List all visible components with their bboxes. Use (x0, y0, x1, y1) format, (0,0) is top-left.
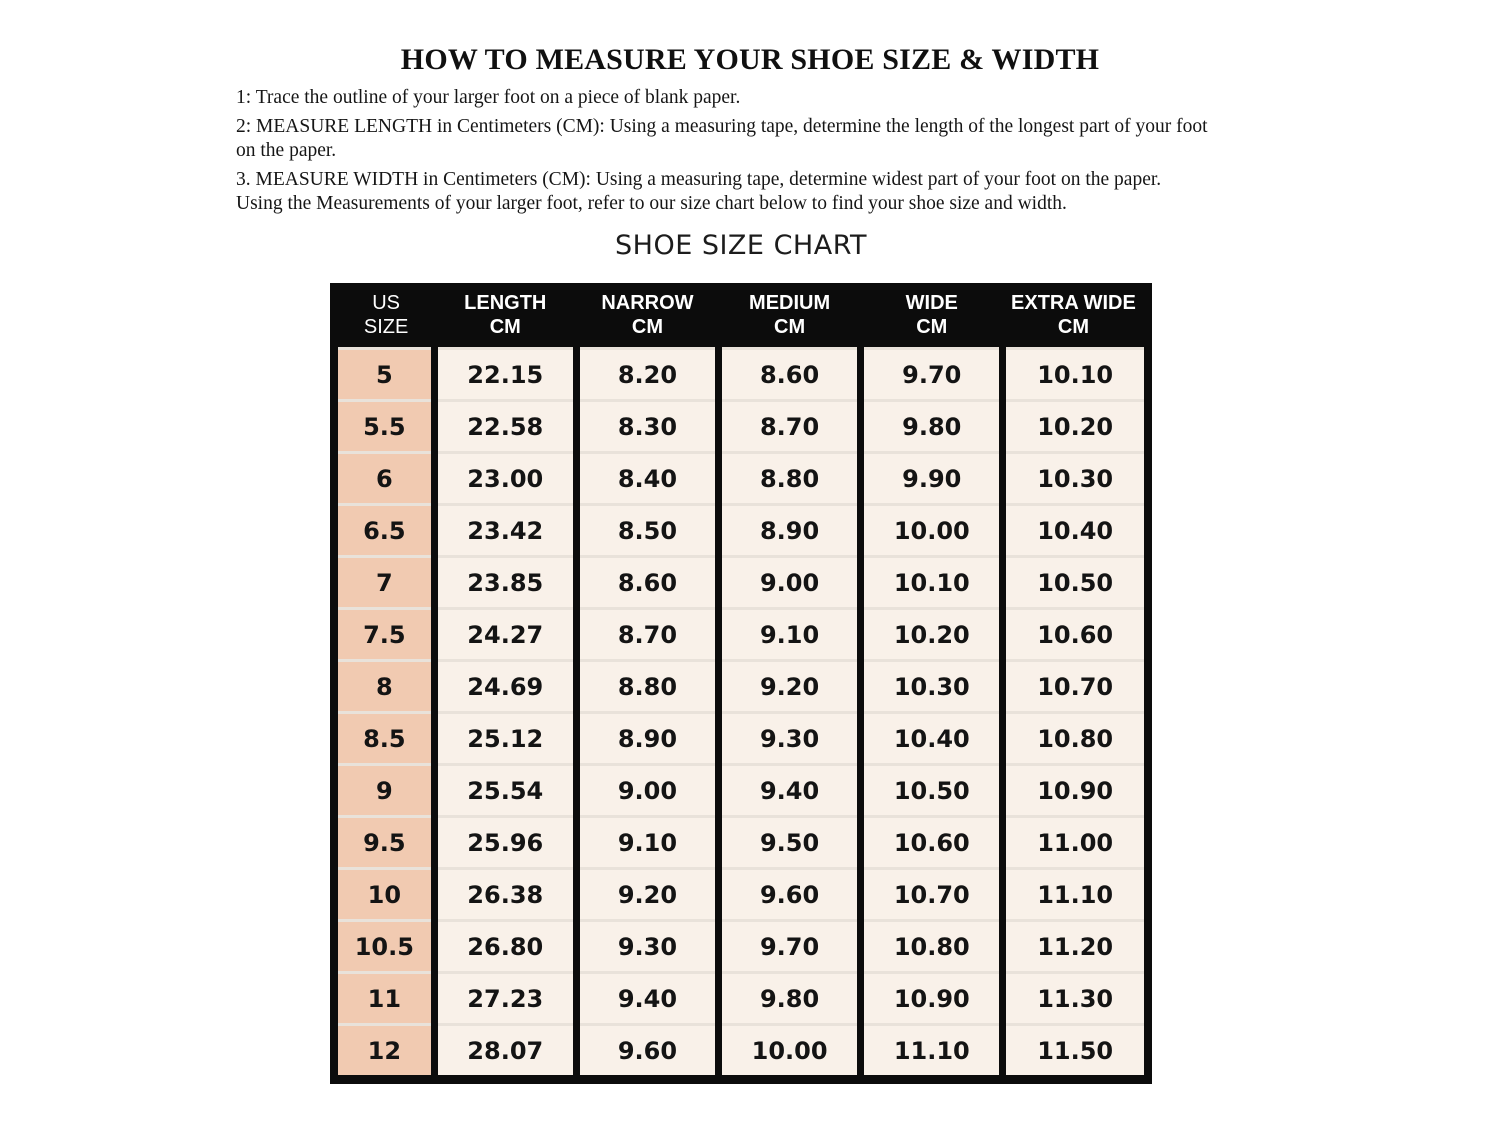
cm-value-cell: 11.30 (1003, 973, 1144, 1025)
cm-value-cell: 8.60 (576, 557, 718, 609)
us-size-cell: 9 (338, 765, 434, 817)
table-row (338, 765, 1144, 817)
col-header-top: LENGTH (464, 292, 547, 314)
cm-value-cell: 10.00 (861, 505, 1003, 557)
col-header-top: EXTRA WIDE (1011, 292, 1136, 314)
cm-value-cell: 9.50 (719, 817, 861, 869)
table-row (338, 973, 1144, 1025)
cm-value-cell: 22.15 (434, 349, 576, 401)
cm-value-cell: 9.70 (719, 921, 861, 973)
cm-value-cell: 9.30 (719, 713, 861, 765)
us-size-cell: 5 (338, 349, 434, 401)
instruction-step-2: 2: MEASURE LENGTH in Centimeters (CM): Using a measuring tape, determine the length of the longest part of your foot on the paper. (236, 116, 1208, 161)
instruction-note: Using the Measurements of your larger foot, refer to our size chart below to find your shoe size and width. (236, 193, 1067, 214)
cm-value-cell: 10.80 (861, 921, 1003, 973)
cm-value-cell: 8.90 (719, 505, 861, 557)
table-row (338, 609, 1144, 661)
cm-value-cell: 9.30 (576, 921, 718, 973)
col-header-top: MEDIUM (749, 292, 831, 314)
cm-value-cell: 10.80 (1003, 713, 1144, 765)
cm-value-cell: 9.90 (861, 453, 1003, 505)
instruction-step-1: 1: Trace the outline of your larger foot on a piece of blank paper. (236, 87, 741, 108)
cm-value-cell: 8.70 (576, 609, 718, 661)
cm-value-cell: 10.50 (1003, 557, 1144, 609)
cm-value-cell: 8.90 (576, 713, 718, 765)
cm-value-cell: 9.10 (719, 609, 861, 661)
cm-value-cell: 10.90 (861, 973, 1003, 1025)
cm-value-cell: 10.40 (1003, 505, 1144, 557)
cm-value-cell: 9.60 (576, 1025, 718, 1076)
cm-value-cell: 27.23 (434, 973, 576, 1025)
cm-value-cell: 10.30 (1003, 453, 1144, 505)
us-size-cell: 8.5 (338, 713, 434, 765)
shoe-size-table-wrapper (330, 283, 1152, 1084)
cm-value-cell: 9.80 (719, 973, 861, 1025)
cm-value-cell: 10.60 (1003, 609, 1144, 661)
table-row (338, 921, 1144, 973)
cm-value-cell: 11.00 (1003, 817, 1144, 869)
us-size-cell: 7 (338, 557, 434, 609)
cm-value-cell: 10.00 (719, 1025, 861, 1076)
us-size-cell: 11 (338, 973, 434, 1025)
col-header-bottom: SIZE (363, 316, 409, 338)
us-size-cell: 7.5 (338, 609, 434, 661)
col-header-bottom: CM (774, 316, 806, 338)
col-header-wide (861, 283, 1003, 349)
shoe-size-table (338, 283, 1144, 1075)
cm-value-cell: 10.50 (861, 765, 1003, 817)
us-size-cell: 10 (338, 869, 434, 921)
cm-value-cell: 9.40 (719, 765, 861, 817)
col-header-top: US (372, 292, 400, 314)
cm-value-cell: 8.60 (719, 349, 861, 401)
table-header (338, 283, 1144, 349)
col-header-narrow (576, 283, 718, 349)
cm-value-cell: 9.80 (861, 401, 1003, 453)
us-size-cell: 9.5 (338, 817, 434, 869)
table-row (338, 401, 1144, 453)
col-header-top: NARROW (601, 292, 694, 314)
cm-value-cell: 22.58 (434, 401, 576, 453)
cm-value-cell: 9.20 (576, 869, 718, 921)
cm-value-cell: 24.69 (434, 661, 576, 713)
cm-value-cell: 8.30 (576, 401, 718, 453)
cm-value-cell: 10.10 (861, 557, 1003, 609)
col-header-bottom: CM (489, 316, 521, 338)
cm-value-cell: 11.10 (861, 1025, 1003, 1076)
col-header-extra-wide (1003, 283, 1144, 349)
table-row (338, 1025, 1144, 1076)
page-title: HOW TO MEASURE YOUR SHOE SIZE & WIDTH (400, 43, 1100, 76)
cm-value-cell: 10.40 (861, 713, 1003, 765)
cm-value-cell: 23.00 (434, 453, 576, 505)
us-size-cell: 6 (338, 453, 434, 505)
cm-value-cell: 10.10 (1003, 349, 1144, 401)
col-header-us-size (338, 283, 434, 349)
cm-value-cell: 11.20 (1003, 921, 1144, 973)
col-header-bottom: CM (916, 316, 948, 338)
cm-value-cell: 11.50 (1003, 1025, 1144, 1076)
table-row (338, 661, 1144, 713)
cm-value-cell: 24.27 (434, 609, 576, 661)
cm-value-cell: 23.42 (434, 505, 576, 557)
cm-value-cell: 8.70 (719, 401, 861, 453)
instructions-block (236, 86, 1226, 221)
us-size-cell: 6.5 (338, 505, 434, 557)
cm-value-cell: 25.54 (434, 765, 576, 817)
col-header-bottom: CM (631, 316, 663, 338)
table-header-row (338, 283, 1144, 349)
cm-value-cell: 8.80 (719, 453, 861, 505)
table-row (338, 869, 1144, 921)
cm-value-cell: 8.40 (576, 453, 718, 505)
table-row (338, 349, 1144, 401)
table-row (338, 817, 1144, 869)
cm-value-cell: 10.20 (861, 609, 1003, 661)
table-row (338, 713, 1144, 765)
us-size-cell: 12 (338, 1025, 434, 1076)
us-size-cell: 10.5 (338, 921, 434, 973)
col-header-top: WIDE (905, 292, 958, 314)
col-header-length (434, 283, 576, 349)
cm-value-cell: 9.10 (576, 817, 718, 869)
table-row (338, 557, 1144, 609)
table-row (338, 453, 1144, 505)
cm-value-cell: 10.20 (1003, 401, 1144, 453)
cm-value-cell: 26.38 (434, 869, 576, 921)
cm-value-cell: 23.85 (434, 557, 576, 609)
chart-heading: SHOE SIZE CHART (615, 230, 867, 261)
cm-value-cell: 25.12 (434, 713, 576, 765)
cm-value-cell: 10.70 (861, 869, 1003, 921)
instruction-step-3: 3. MEASURE WIDTH in Centimeters (CM): Using a measuring tape, determine widest part of your foot on the paper. (236, 169, 1162, 190)
us-size-cell: 8 (338, 661, 434, 713)
cm-value-cell: 10.30 (861, 661, 1003, 713)
cm-value-cell: 10.90 (1003, 765, 1144, 817)
cm-value-cell: 11.10 (1003, 869, 1144, 921)
cm-value-cell: 9.40 (576, 973, 718, 1025)
cm-value-cell: 10.70 (1003, 661, 1144, 713)
size-table-body (338, 349, 1144, 1076)
col-header-medium (719, 283, 861, 349)
cm-value-cell: 8.20 (576, 349, 718, 401)
cm-value-cell: 8.80 (576, 661, 718, 713)
cm-value-cell: 9.00 (719, 557, 861, 609)
cm-value-cell: 28.07 (434, 1025, 576, 1076)
cm-value-cell: 25.96 (434, 817, 576, 869)
cm-value-cell: 9.00 (576, 765, 718, 817)
cm-value-cell: 8.50 (576, 505, 718, 557)
cm-value-cell: 26.80 (434, 921, 576, 973)
us-size-cell: 5.5 (338, 401, 434, 453)
cm-value-cell: 9.60 (719, 869, 861, 921)
cm-value-cell: 9.70 (861, 349, 1003, 401)
cm-value-cell: 10.60 (861, 817, 1003, 869)
col-header-bottom: CM (1057, 316, 1089, 338)
cm-value-cell: 9.20 (719, 661, 861, 713)
table-row (338, 505, 1144, 557)
